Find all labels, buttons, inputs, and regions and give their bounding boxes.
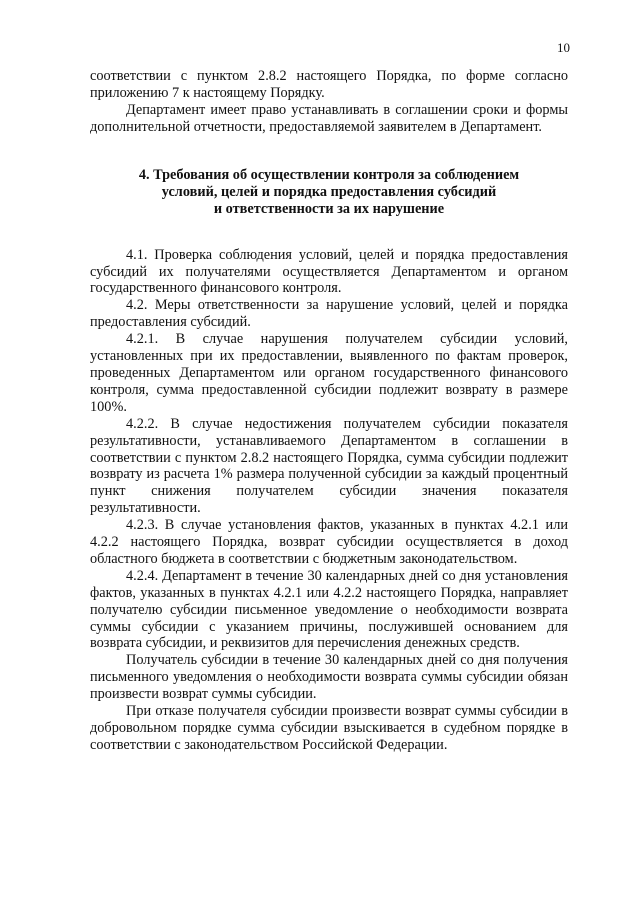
clause-4-2: 4.2. Меры ответственности за нарушение условий, целей и порядка предоставления субсидий. bbox=[90, 297, 568, 331]
section-heading-line: 4. Требования об осуществлении контроля за соблюдением bbox=[138, 166, 520, 183]
refund-obligation-paragraph: Получатель субсидии в течение 30 календарных дней со дня получения письменного уведомления о необходимости возврата суммы субсидии обязан произвести возврат суммы субсидии. bbox=[90, 652, 568, 703]
page-number: 10 bbox=[557, 40, 570, 55]
clause-4-2-1: 4.2.1. В случае нарушения получателем субсидии условий, установленных при их предоставлении, выявленного по фактам проверок, проведенных Департаментом или органом государственного финансового контроля, сумма предоставленной субсидии подлежит возврату в размере 100%. bbox=[90, 331, 568, 415]
court-recovery-paragraph: При отказе получателя субсидии произвести возврат суммы субсидии в добровольном порядке сумма субсидии взыскивается в судебном порядке в соответствии с законодательством Российской Федерации. bbox=[90, 703, 568, 753]
document-body bbox=[90, 68, 568, 754]
section-heading bbox=[90, 167, 568, 218]
clause-4-2-2: 4.2.2. В случае недостижения получателем субсидии показателя результативности, устанавливаемого Департаментом в соглашении в соответствии с пунктом 2.8.2 настоящего Порядка, сумма субсидии подлежит возврату из расчета 1% размера полученной субсидии за каждый процентный пункт снижения получателем субсидии значения показателя результативности. bbox=[90, 415, 568, 517]
clause-4-1: 4.1. Проверка соблюдения условий, целей и порядка предоставления субсидий их получателями осуществляется Департаментом и органом государственного финансового контроля. bbox=[90, 246, 568, 297]
section-heading-line: условий, целей и порядка предоставления субсидий bbox=[161, 183, 497, 200]
clause-4-2-3: 4.2.3. В случае установления фактов, указанных в пунктах 4.2.1 или 4.2.2 настоящего Порядка, возврат субсидии осуществляется в доход областного бюджета в соответствии с бюджетным законодательством. bbox=[90, 517, 568, 567]
intro-paragraph: соответствии с пунктом 2.8.2 настоящего Порядка, по форме согласно приложению 7 к настоящему Порядку. bbox=[90, 68, 568, 101]
section-heading-line: и ответственности за их нарушение bbox=[213, 200, 445, 217]
intro-paragraph: Департамент имеет право устанавливать в соглашении сроки и формы дополнительной отчетности, предоставляемой заявителем в Департамент. bbox=[90, 101, 568, 135]
clause-4-2-4: 4.2.4. Департамент в течение 30 календарных дней со дня установления фактов, указанных в пунктах 4.2.1 или 4.2.2 настоящего Порядка, направляет получателю субсидии письменное уведомление о необходимости возврата суммы субсидии с указанием причины, послужившей основанием для возврата субсидии, и реквизитов для перечисления денежных средств. bbox=[90, 567, 568, 652]
